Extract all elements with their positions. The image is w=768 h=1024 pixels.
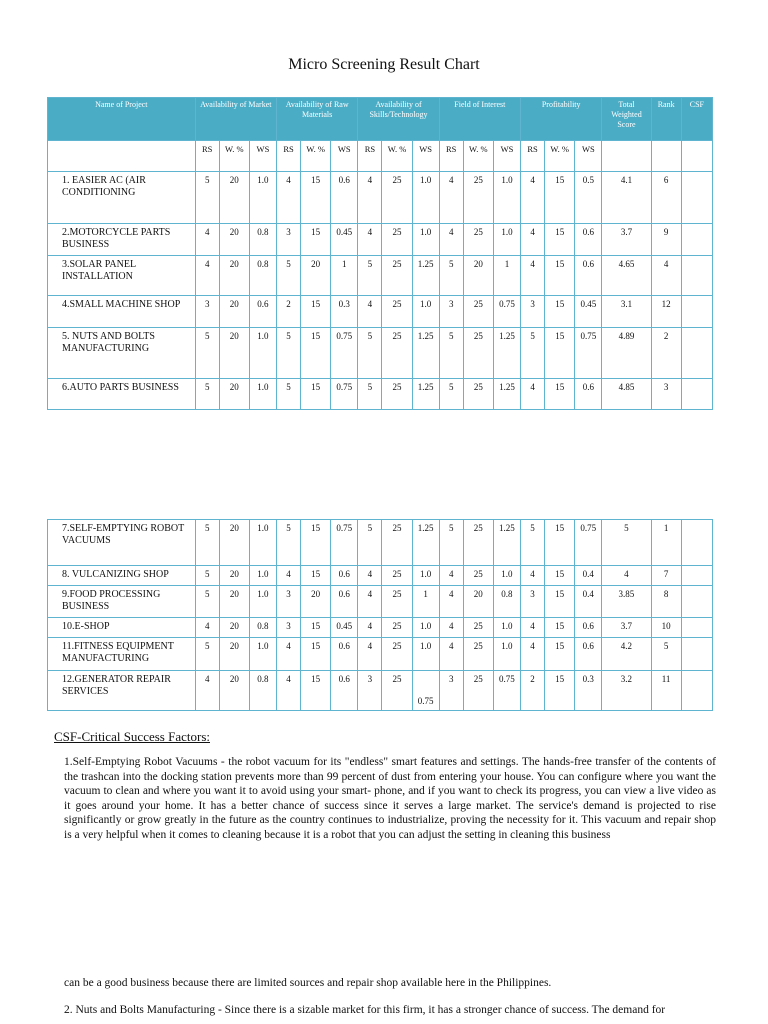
project-name-cell: 8. VULCANIZING SHOP [48,566,196,586]
value-cell: 4 [521,172,545,224]
paragraph-robot-vacuums: 1.Self-Emptying Robot Vacuums - the robot vacuum for its "endless" smart features and settings. The hands-free transfer of the contents of the trashcan into the docking station prevents more than 99 percent of dust from entering your house. You can configure where you want the vacuum to clean and where you want it to avoid using your smart- phone, and if you want to check its progress, you can view a live video as it goes around your home. It has a better chance of success since it serves a large market. The service's demand is projected to rise significantly or grow greatly in the future as the country continues to industrialize, proving the necessity for it. This vacuum and repair shop is a very helpful when it comes to cleaning because it is a robot that you can adjust the setting in cleaning this business [64,756,716,841]
value-cell [681,172,712,224]
value-cell: 25 [382,256,412,296]
value-cell: 5 [195,638,219,671]
value-cell: 4 [358,566,382,586]
value-cell: 1.25 [412,328,439,379]
table-row [48,172,713,224]
value-cell: 20 [219,520,249,566]
value-cell: 15 [545,172,575,224]
value-cell: 25 [382,671,412,711]
csf-heading: CSF-Critical Success Factors: [54,729,210,744]
value-cell: 4 [195,224,219,256]
value-cell: 7 [651,566,681,586]
value-cell: 20 [301,256,331,296]
value-cell: 25 [463,520,493,566]
value-cell: 4 [521,224,545,256]
value-cell: 20 [219,296,249,328]
table-row [48,256,713,296]
value-cell: 3 [276,586,300,618]
value-cell: 1 [493,256,520,296]
value-cell: 4 [195,256,219,296]
value-cell: 1.0 [412,296,439,328]
value-cell: 4 [651,256,681,296]
value-cell: 4 [358,638,382,671]
table-row [48,638,713,671]
value-cell: 5 [195,566,219,586]
value-cell: 4 [439,638,463,671]
value-cell: 0.75 [331,520,358,566]
value-cell: 15 [545,520,575,566]
value-cell: 5 [358,256,382,296]
value-cell: 25 [463,618,493,638]
value-cell: 20 [219,256,249,296]
value-cell: 15 [301,296,331,328]
header-market: Availability of Market [195,98,276,141]
value-cell: 4 [521,256,545,296]
value-cell: 15 [545,586,575,618]
value-cell: 4.89 [602,328,651,379]
value-cell: 3 [439,296,463,328]
project-name-cell: 6.AUTO PARTS BUSINESS [48,379,196,410]
value-cell: 20 [219,566,249,586]
value-cell: 4 [520,638,544,671]
value-cell: 0.6 [575,638,602,671]
table-row [48,566,713,586]
value-cell: 20 [219,671,249,711]
value-cell: 15 [545,379,575,410]
value-cell: 20 [219,379,249,410]
value-cell: 15 [301,638,331,671]
project-name-cell: 9.FOOD PROCESSING BUSINESS [48,586,196,618]
value-cell: 1 [651,520,681,566]
value-cell: 0.75 [575,520,602,566]
value-cell: 15 [301,671,331,711]
subheader-cell: W. % [545,141,575,172]
project-name-cell: 2.MOTORCYCLE PARTS BUSINESS [48,224,196,256]
value-cell: 25 [463,172,493,224]
value-cell: 5 [439,328,463,379]
value-cell [681,586,712,618]
header-rank: Rank [651,98,681,141]
value-cell: 15 [545,671,575,711]
value-cell: 0.6 [331,566,358,586]
value-cell: 15 [545,638,575,671]
value-cell: 4 [439,586,463,618]
subheader-blank [48,141,196,172]
value-cell: 4 [358,172,382,224]
paragraph-continuation: can be a good business because there are limited sources and repair shop available here in the Philippines. [64,977,552,989]
value-cell: 5 [195,586,219,618]
header-total-weighted-score: Total Weighted Score [602,98,651,141]
value-cell: 6 [651,172,681,224]
value-cell: 4 [195,671,219,711]
value-cell [681,520,712,566]
value-cell: 5 [439,520,463,566]
value-cell: 0.5 [575,172,602,224]
value-cell [681,296,712,328]
value-cell: 5 [195,172,219,224]
value-cell: 1.0 [412,638,439,671]
value-cell: 1.0 [412,224,439,256]
value-cell: 0.6 [331,586,358,618]
value-cell: 11 [651,671,681,711]
subheader-cell: W. % [301,141,331,172]
project-name-cell: 11.FITNESS EQUIPMENT MANUFACTURING [48,638,196,671]
value-cell: 4.65 [602,256,651,296]
value-cell: 0.75 [575,328,602,379]
subheader-cell: WS [249,141,276,172]
value-cell [681,638,712,671]
header-profitability: Profitability [521,98,602,141]
value-cell: 0.3 [331,296,358,328]
value-cell: 15 [301,520,331,566]
value-cell: 0.75 [331,379,358,410]
value-cell: 15 [545,296,575,328]
subheader-blank [602,141,651,172]
value-cell: 3.7 [602,224,651,256]
value-cell: 1.0 [493,172,520,224]
value-cell: 25 [382,224,412,256]
subheader-cell: RS [276,141,300,172]
subheader-cell: W. % [463,141,493,172]
value-cell: 25 [463,296,493,328]
subheader-cell: RS [358,141,382,172]
value-cell: 10 [651,618,681,638]
value-cell: 5 [358,379,382,410]
value-cell: 5 [358,520,382,566]
value-cell: 25 [382,296,412,328]
value-cell: 15 [301,618,331,638]
value-cell: 15 [301,328,331,379]
value-cell: 15 [545,566,575,586]
project-name-cell: 1. EASIER AC (AIR CONDITIONING [48,172,196,224]
value-cell: 3.1 [602,296,651,328]
project-name-cell: 4.SMALL MACHINE SHOP [48,296,196,328]
value-cell: 3.2 [602,671,651,711]
value-cell: 25 [463,328,493,379]
value-cell: 2 [520,671,544,711]
table-row [48,618,713,638]
project-name-cell: 7.SELF-EMPTYING ROBOT VACUUMS [48,520,196,566]
value-cell: 25 [463,379,493,410]
value-cell: 1.0 [493,566,520,586]
value-cell: 3 [521,296,545,328]
value-cell: 1 [412,586,439,618]
subheader-cell: WS [493,141,520,172]
value-cell [681,224,712,256]
value-cell: 9 [651,224,681,256]
value-cell: 15 [301,224,331,256]
table-row [48,586,713,618]
value-cell: 0.75 [493,671,520,711]
subheader-cell: WS [575,141,602,172]
value-cell: 0.45 [575,296,602,328]
table-row [48,296,713,328]
value-cell: 5 [439,256,463,296]
subheader-blank [681,141,712,172]
value-cell: 20 [219,586,249,618]
header-field-of-interest: Field of Interest [439,98,520,141]
value-cell [681,328,712,379]
value-cell: 15 [301,379,331,410]
value-cell: 3 [520,586,544,618]
subheader-cell: W. % [219,141,249,172]
value-cell: 1.0 [249,638,276,671]
value-cell: 2 [276,296,300,328]
value-cell: 4 [276,638,300,671]
value-cell: 20 [463,586,493,618]
value-cell: 1.0 [249,172,276,224]
value-cell: 0.8 [249,671,276,711]
value-cell: 25 [382,172,412,224]
value-cell: 25 [463,566,493,586]
value-cell: 3 [276,618,300,638]
value-cell: 4 [439,566,463,586]
value-cell: 4 [276,566,300,586]
value-cell: 1.0 [493,224,520,256]
value-cell: 1 [331,256,358,296]
value-cell: 0.8 [493,586,520,618]
value-cell: 15 [545,328,575,379]
value-cell: 5 [276,379,300,410]
table-row [48,224,713,256]
value-cell: 25 [382,328,412,379]
value-cell: 1.25 [493,520,520,566]
value-cell: 0.4 [575,586,602,618]
paragraph-nuts-and-bolts: 2. Nuts and Bolts Manufacturing - Since there is a sizable market for this firm, it has a stronger chance of success. The demand for [64,1004,666,1016]
value-cell: 20 [219,328,249,379]
value-cell: 0.75 [331,328,358,379]
header-raw-materials: Availability of Raw Materials [276,98,357,141]
value-cell: 8 [651,586,681,618]
value-cell: 1.0 [412,618,439,638]
value-cell: 3.7 [602,618,651,638]
project-name-cell: 3.SOLAR PANEL INSTALLATION [48,256,196,296]
value-cell: 0.8 [249,224,276,256]
subheader-cell: W. % [382,141,412,172]
value-cell: 0.6 [575,256,602,296]
value-cell [681,566,712,586]
value-cell: 5 [521,328,545,379]
header-skills: Availability of Skills/Technology [358,98,439,141]
value-cell: 4 [276,671,300,711]
value-cell: 1.0 [249,566,276,586]
value-cell: 1.0 [493,618,520,638]
value-cell: 4 [439,618,463,638]
table-row [48,379,713,410]
value-cell: 0.6 [575,379,602,410]
table-row [48,520,713,566]
value-cell: 1.25 [412,520,439,566]
value-cell: 5 [520,520,544,566]
screening-table-2 [47,519,713,711]
value-cell: 4 [439,224,463,256]
value-cell: 0.6 [249,296,276,328]
value-cell: 1.0 [412,172,439,224]
value-cell: 5 [602,520,651,566]
value-cell: 5 [276,256,300,296]
value-cell: 4.1 [602,172,651,224]
value-cell: 12 [651,296,681,328]
value-cell: 1.0 [249,328,276,379]
value-cell: 4 [602,566,651,586]
value-cell: 25 [463,671,493,711]
value-cell: 4 [358,296,382,328]
value-cell: 0.4 [575,566,602,586]
value-cell: 25 [382,566,412,586]
subheader-cell: RS [521,141,545,172]
value-cell: 1.0 [249,520,276,566]
screening-table-1 [47,97,713,410]
value-cell: 5 [195,520,219,566]
value-cell: 0.6 [575,224,602,256]
value-cell: 5 [439,379,463,410]
value-cell: 4 [520,566,544,586]
table-row [48,328,713,379]
value-cell: 1.25 [493,379,520,410]
project-name-cell: 10.E-SHOP [48,618,196,638]
value-cell: 5 [651,638,681,671]
page-title: Micro Screening Result Chart [288,56,480,73]
value-cell: 4 [439,172,463,224]
subheader-cell: WS [331,141,358,172]
value-cell: 3 [358,671,382,711]
value-cell: 20 [463,256,493,296]
value-cell [681,379,712,410]
value-cell: 1.25 [412,379,439,410]
value-cell: 15 [545,224,575,256]
value-cell: 1.25 [412,256,439,296]
value-cell: 4.2 [602,638,651,671]
value-cell: 0.75 [493,296,520,328]
table-2-body [48,520,713,711]
table-1-body [48,172,713,410]
value-cell: 0.45 [331,618,358,638]
value-cell: 3.85 [602,586,651,618]
value-cell: 1.0 [249,586,276,618]
value-cell: 25 [382,586,412,618]
value-cell: 1.25 [493,328,520,379]
value-cell: 2 [651,328,681,379]
value-cell: 0.6 [575,618,602,638]
value-cell [681,256,712,296]
value-cell: 0.3 [575,671,602,711]
value-cell: 5 [358,328,382,379]
value-cell: 20 [219,638,249,671]
value-cell: 15 [545,256,575,296]
project-name-cell: 5. NUTS AND BOLTS MANUFACTURING [48,328,196,379]
header-csf: CSF [681,98,712,141]
value-cell: 0.75 [412,671,439,711]
value-cell: 3 [276,224,300,256]
value-cell: 5 [276,328,300,379]
value-cell: 0.6 [331,671,358,711]
value-cell: 3 [439,671,463,711]
value-cell [681,618,712,638]
value-cell: 1.0 [249,379,276,410]
value-cell: 4 [358,618,382,638]
value-cell: 1.0 [412,566,439,586]
value-cell: 0.8 [249,618,276,638]
value-cell: 3 [195,296,219,328]
value-cell: 0.6 [331,638,358,671]
value-cell: 25 [463,638,493,671]
value-cell: 0.6 [331,172,358,224]
project-name-cell: 12.GENERATOR REPAIR SERVICES [48,671,196,711]
value-cell: 20 [301,586,331,618]
value-cell: 4 [358,224,382,256]
table-row [48,671,713,711]
value-cell: 15 [301,172,331,224]
value-cell: 3 [651,379,681,410]
value-cell: 4 [195,618,219,638]
header-name-of-project: Name of Project [48,98,196,141]
value-cell: 25 [382,379,412,410]
value-cell: 5 [195,328,219,379]
value-cell [681,671,712,711]
value-cell: 15 [301,566,331,586]
value-cell: 20 [219,224,249,256]
subheader-blank [651,141,681,172]
subheader-cell: WS [412,141,439,172]
value-cell: 5 [276,520,300,566]
value-cell: 25 [463,224,493,256]
value-cell: 15 [545,618,575,638]
subheader-cell: RS [439,141,463,172]
value-cell: 4 [276,172,300,224]
value-cell: 4 [521,379,545,410]
value-cell: 25 [382,638,412,671]
value-cell: 20 [219,618,249,638]
value-cell: 4 [520,618,544,638]
value-cell: 25 [382,618,412,638]
value-cell: 1.0 [493,638,520,671]
value-cell: 0.8 [249,256,276,296]
value-cell: 20 [219,172,249,224]
value-cell: 5 [195,379,219,410]
value-cell: 0.45 [331,224,358,256]
value-cell: 4 [358,586,382,618]
value-cell: 25 [382,520,412,566]
value-cell: 4.85 [602,379,651,410]
subheader-cell: RS [195,141,219,172]
